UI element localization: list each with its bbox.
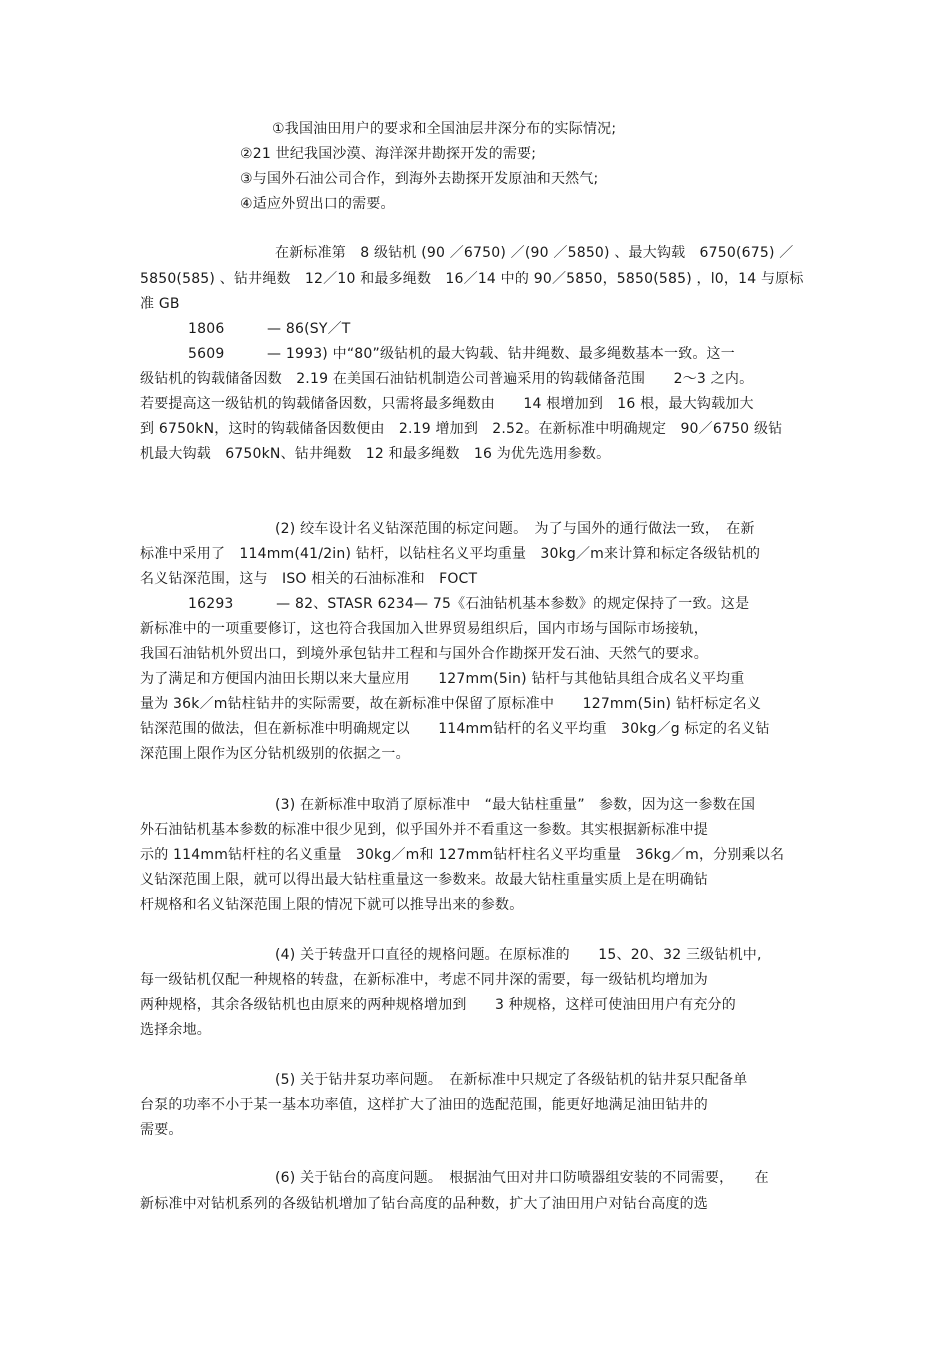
paragraph-line: (3) 在新标准中取消了原标准中 “最大钻柱重量” 参数，因为这一参数在国 (275, 797, 756, 813)
paragraph-line: 为了满足和方便国内油田长期以来大量应用 127mm(5in) 钻杆与其他钻具组合成名义平均重 (140, 671, 745, 687)
paragraph-line: 深范围上限作为区分钻机级别的依据之一。 (140, 746, 410, 762)
paragraph-line: 杆规格和名义钻深范围上限的情况下就可以推导出来的参数。 (140, 897, 524, 913)
list-item: ④适应外贸出口的需要。 (240, 196, 395, 212)
paragraph-line: 若要提高这一级钻机的钩载储备因数，只需将最多绳数由 14 根增加到 16 根，最大钩载加大 (140, 396, 754, 412)
paragraph-line: 量为 36k／m钻柱钻井的实际需要，故在新标准中保留了原标准中 127mm(5in) 钻杆标定名义 (140, 696, 762, 712)
paragraph-line: (5) 关于钻井泵功率问题。 在新标准中只规定了各级钻机的钻井泵只配备单 (275, 1072, 748, 1088)
paragraph-line: 钻深范围的做法，但在新标准中明确规定以 114mm钻杆的名义平均重 30kg／g 标定的名义钻 (140, 721, 770, 737)
paragraph-line: 1806 — 86(SY／T (188, 321, 351, 337)
paragraph-line: 我国石油钻机外贸出口，到境外承包钻井工程和与国外合作勘探开发石油、天然气的要求。 (140, 646, 708, 662)
paragraph-line: (4) 关于转盘开口直径的规格问题。在原标准的 15、20、32 三级钻机中, (275, 947, 762, 963)
paragraph-line: 到 6750kN，这时的钩载储备因数便由 2.19 增加到 2.52。在新标准中明确规定 90／6750 级钻 (140, 421, 783, 437)
paragraph-line: 5609 — 1993) 中“80”级钻机的最大钩载、钻井绳数、最多绳数基本一致。这一 (188, 346, 735, 362)
paragraph-line: (2) 绞车设计名义钻深范围的标定问题。 为了与国外的通行做法一致， 在新 (275, 521, 755, 537)
paragraph-line: 两种规格，其余各级钻机也由原来的两种规格增加到 3 种规格，这样可使油田用户有充分的 (140, 997, 736, 1013)
paragraph-line: 16293 — 82、STASR 6234— 75《石油钻机基本参数》的规定保持了一致。这是 (188, 596, 750, 612)
paragraph-line: 选择余地。 (140, 1022, 211, 1038)
paragraph-line: 新标准中的一项重要修订，这也符合我国加入世界贸易组织后，国内市场与国际市场接轨， (140, 621, 708, 637)
list-item: ①我国油田用户的要求和全国油层井深分布的实际情况; (272, 121, 617, 137)
list-item: ②21 世纪我国沙漠、海洋深井勘探开发的需要; (240, 146, 537, 162)
paragraph-line: 5850(585) 、钻井绳数 12／10 和最多绳数 16／14 中的 90／5850，5850(585) ，l0，14 与原标 (140, 271, 804, 287)
paragraph-line: 台泵的功率不小于某一基本功率值，这样扩大了油田的选配范围，能更好地满足油田钻井的 (140, 1097, 708, 1113)
paragraph-line: 义钻深范围上限，就可以得出最大钻柱重量这一参数来。故最大钻柱重量实质上是在明确钻 (140, 872, 708, 888)
paragraph-line: 准 GB (140, 296, 180, 312)
paragraph-line: 标准中采用了 114mm(41/2in) 钻杆，以钻柱名义平均重量 30kg／m来计算和标定各级钻机的 (140, 546, 761, 562)
paragraph-line: 级钻机的钩载储备因数 2.19 在美国石油钻机制造公司普遍采用的钩载储备范围 2～3 之内。 (140, 371, 754, 387)
paragraph-line: 需要。 (140, 1122, 183, 1138)
paragraph-line: 新标准中对钻机系列的各级钻机增加了钻台高度的品种数，扩大了油田用户对钻台高度的选 (140, 1196, 708, 1212)
list-item: ③与国外石油公司合作，到海外去勘探开发原油和天然气; (240, 171, 599, 187)
paragraph-line: 机最大钩载 6750kN、钻井绳数 12 和最多绳数 16 为优先选用参数。 (140, 446, 611, 462)
paragraph-line: 每一级钻机仅配一种规格的转盘，在新标准中，考虑不同井深的需要，每一级钻机均增加为 (140, 972, 708, 988)
paragraph-line: 名义钻深范围，这与 ISO 相关的石油标准和 FOCT (140, 571, 478, 587)
paragraph-line: (6) 关于钻台的高度问题。 根据油气田对井口防喷器组安装的不同需要， 在 (275, 1170, 769, 1186)
paragraph-line: 在新标准第 8 级钻机 (90 ／6750) ／(90 ／5850) 、最大钩载 6750(675) ／ (275, 245, 794, 261)
paragraph-line: 示的 114mm钻杆柱的名义重量 30kg／m和 127mm钻杆柱名义平均重量 36kg／m，分别乘以名 (140, 847, 785, 863)
paragraph-line: 外石油钻机基本参数的标准中很少见到，似乎国外并不看重这一参数。其实根据新标准中提 (140, 822, 708, 838)
